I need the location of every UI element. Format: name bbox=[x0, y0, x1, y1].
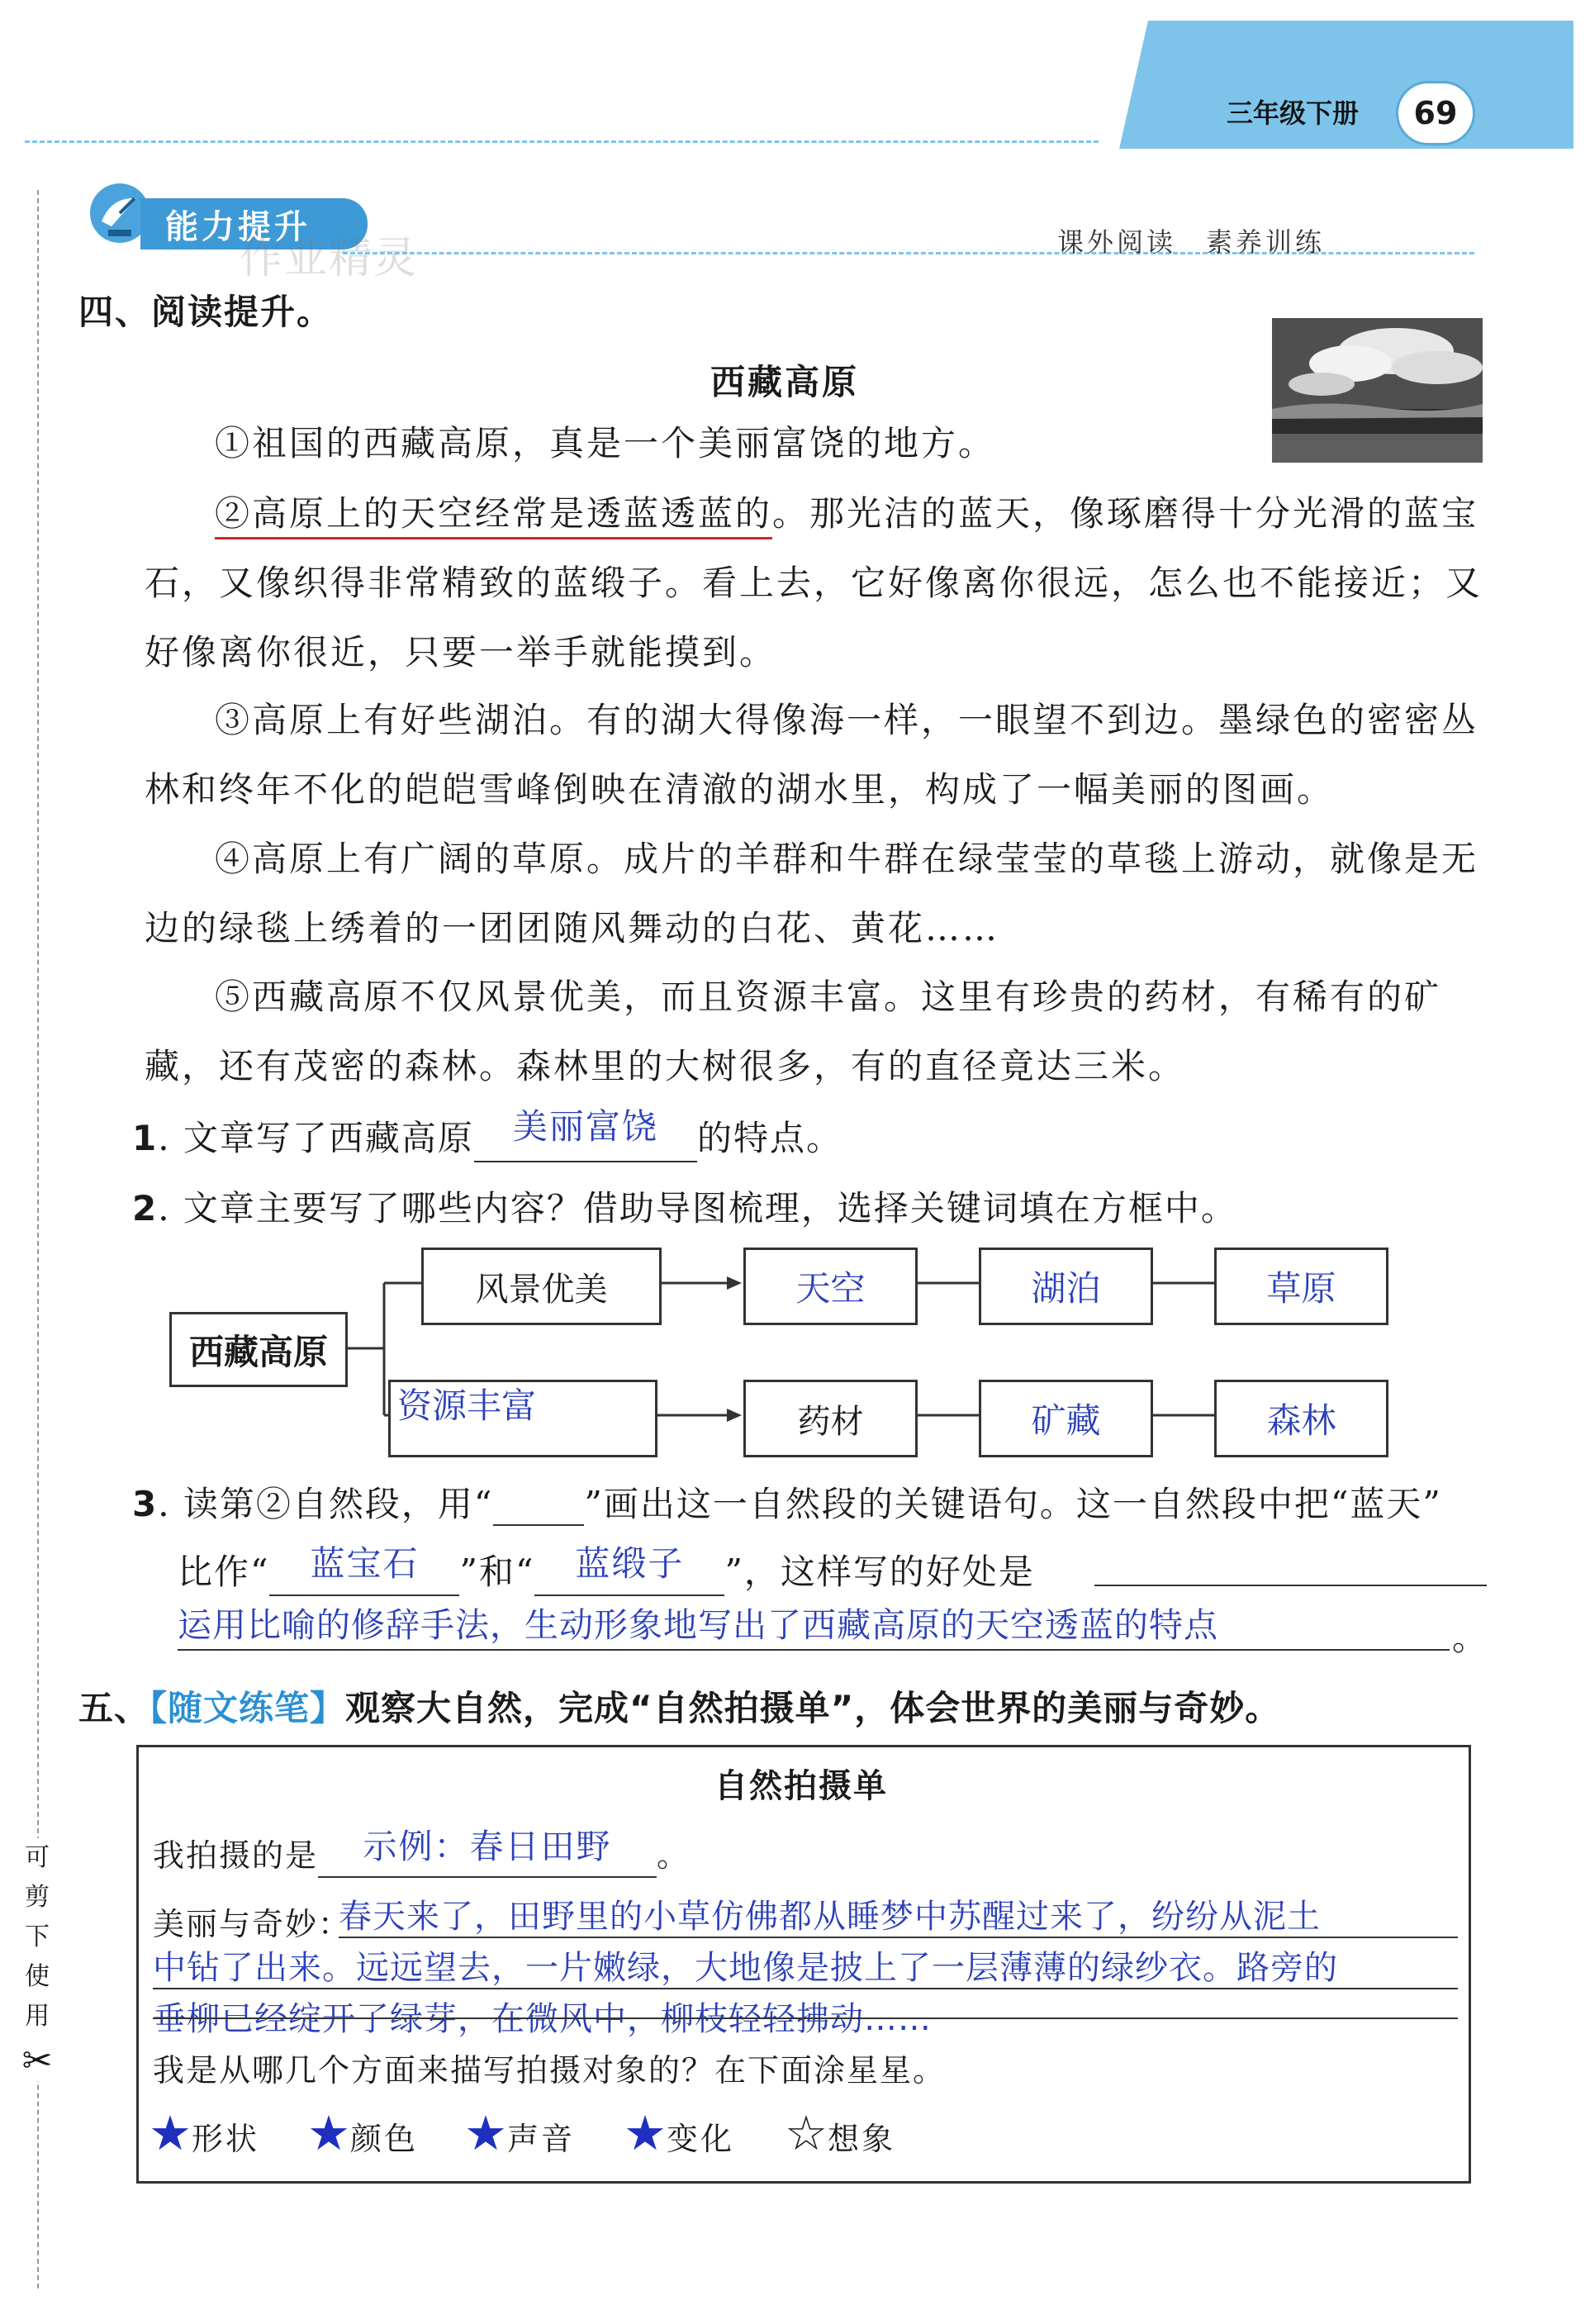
mind-map-minerals-box[interactable] bbox=[979, 1380, 1153, 1457]
mind-map-lake-answer: 湖泊 bbox=[1031, 1268, 1101, 1309]
question-1-suffix: 的特点。 bbox=[696, 1118, 842, 1158]
mind-map-herbs-box: 药材 bbox=[743, 1380, 918, 1457]
mind-map-minerals-answer: 矿藏 bbox=[1031, 1400, 1101, 1441]
mind-map-grassland-answer: 草原 bbox=[1266, 1268, 1336, 1309]
aspect-sound[interactable] bbox=[464, 2105, 575, 2161]
star-filled-icon: ★ bbox=[149, 2105, 192, 2161]
article-title: 西藏高原 bbox=[710, 362, 860, 402]
question-3-mark-blank bbox=[493, 1484, 584, 1526]
part4-heading: 四、阅读提升。 bbox=[78, 292, 334, 332]
mind-map-branch-scenery: 风景优美 bbox=[421, 1248, 662, 1325]
question-1-number: 1 bbox=[132, 1118, 159, 1158]
watermark: 作业精灵 bbox=[240, 234, 419, 283]
mind-map-forest-box[interactable] bbox=[1214, 1380, 1388, 1457]
question-3-compare-c: ”，这样写的好处是 bbox=[724, 1552, 1035, 1592]
part5-prefix: 五、 bbox=[78, 1688, 150, 1728]
question-3-compare-a: 比作“ bbox=[178, 1552, 270, 1592]
scissors-icon: ✂ bbox=[21, 2040, 53, 2082]
question-3-blank-1[interactable] bbox=[269, 1545, 459, 1596]
star-filled-icon: ★ bbox=[624, 2105, 667, 2161]
paragraph-2-key-sentence: ②高原上的天空经常是透蓝透蓝的 bbox=[215, 493, 772, 539]
aspect-color[interactable] bbox=[307, 2105, 418, 2161]
wonder-line-3-rule bbox=[153, 2017, 1458, 2019]
question-3-line-1 bbox=[132, 1477, 1442, 1527]
question-3-answer-1: 蓝宝石 bbox=[310, 1543, 420, 1584]
part5-heading-text: 观察大自然，完成“自然拍摄单”，体会世界的美丽与奇妙。 bbox=[345, 1688, 1281, 1728]
paragraph-5: ⑤西藏高原不仅风景优美，而且资源丰富。这里有珍贵的药材，有稀有的矿藏，还有茂密的森林。森林里的大树很多，有的直径竟达三米。 bbox=[145, 977, 1442, 1086]
question-3-line-2 bbox=[178, 1545, 1035, 1596]
wonder-label: 美丽与奇妙： bbox=[153, 1906, 352, 1942]
mind-map-forest-answer: 森林 bbox=[1266, 1400, 1336, 1441]
question-1-answer: 美丽富饶 bbox=[512, 1106, 658, 1147]
subject-blank[interactable] bbox=[318, 1827, 657, 1878]
wonder-text-2: 中钻了出来。远远望去，一片嫩绿，大地像是披上了一层薄薄的绿纱衣。路旁的 bbox=[153, 1949, 1338, 1987]
aspect-imagination[interactable] bbox=[785, 2105, 895, 2161]
wonder-line-2[interactable] bbox=[153, 1941, 1458, 1989]
part5-tag: 【随文练笔】 bbox=[150, 1688, 346, 1728]
aspects-question: 我是从哪几个方面来描写拍摄对象的？在下面涂星星。 bbox=[153, 2052, 947, 2089]
paragraph-3: ③高原上有好些湖泊。有的湖大得像海一样，一眼望不到边。墨绿色的密密丛林和终年不化的皑皑雪峰倒映在清澈的湖水里，构成了一幅美丽的图画。 bbox=[145, 700, 1479, 810]
subject-end: 。 bbox=[657, 1837, 691, 1874]
mind-map-branch-resources[interactable] bbox=[388, 1380, 657, 1457]
banner-title: 能力提升 bbox=[165, 207, 311, 246]
page-number: 69 bbox=[1413, 95, 1458, 131]
cut-note-char: 下 bbox=[25, 1922, 50, 1951]
question-3-answer-3: 运用比喻的修辞手法，生动形象地写出了西藏高原的天空透蓝的特点 bbox=[178, 1605, 1218, 1645]
subject-answer: 示例：春日田野 bbox=[363, 1827, 612, 1866]
mind-map-grassland-box[interactable] bbox=[1214, 1248, 1388, 1325]
mind-map-sky-box[interactable] bbox=[743, 1248, 918, 1325]
star-filled-icon: ★ bbox=[307, 2105, 350, 2161]
paragraph-2-rest: 。那光洁的蓝天，像琢磨得十分光滑的蓝宝石，又像织得非常精致的蓝缎子。看上去，它好像离你很远，怎么也不能接近；又好像离你很近，只要一举手就能摸到。 bbox=[145, 493, 1483, 672]
aspect-change-label: 变化 bbox=[667, 2121, 735, 2157]
star-filled-icon: ★ bbox=[464, 2105, 507, 2161]
mind-map-lake-box[interactable] bbox=[979, 1248, 1153, 1325]
paragraph-1: ①祖国的西藏高原，真是一个美丽富饶的地方。 bbox=[215, 423, 996, 463]
aspect-change[interactable] bbox=[624, 2105, 734, 2161]
question-3-end-mark: 。 bbox=[1452, 1618, 1488, 1658]
cut-note-char: 用 bbox=[25, 2002, 50, 2031]
cut-note bbox=[21, 1838, 54, 2081]
banner-subtitle: 课外阅读 素养训练 bbox=[1057, 226, 1326, 258]
aspect-shape[interactable] bbox=[149, 2105, 259, 2161]
paragraph-4: ④高原上有广阔的草原。成片的羊群和牛群在绿莹莹的草毯上游动，就像是无边的绿毯上绣着的一团团随风舞动的白花、黄花…… bbox=[145, 839, 1479, 948]
wonder-line-1[interactable] bbox=[339, 1890, 1458, 1938]
mind-map-sky-answer: 天空 bbox=[795, 1268, 866, 1309]
aspect-color-label: 颜色 bbox=[350, 2121, 419, 2157]
grade-label: 三年级下册 bbox=[1227, 97, 1360, 129]
aspect-sound-label: 声音 bbox=[507, 2121, 576, 2157]
question-3-compare-b: ”和“ bbox=[459, 1552, 535, 1592]
wonder-text-1: 春天来了，田野里的小草仿佛都从睡梦中苏醒过来了，纷纷从泥土 bbox=[339, 1898, 1321, 1936]
mind-map-root: 西藏高原 bbox=[169, 1312, 348, 1387]
aspect-shape-label: 形状 bbox=[192, 2121, 260, 2157]
question-2-text: . 文章主要写了哪些内容？借助导图梳理，选择关键词填在方框中。 bbox=[158, 1188, 1237, 1229]
subject-label: 我拍摄的是 bbox=[153, 1837, 319, 1874]
question-3-text-a: . 读第②自然段，用“ bbox=[158, 1484, 494, 1524]
subject-row bbox=[153, 1827, 690, 1878]
question-3-benefit-line-top bbox=[1094, 1585, 1487, 1586]
cut-note-char: 可 bbox=[25, 1843, 50, 1872]
star-outline-icon: ☆ bbox=[785, 2105, 828, 2161]
mind-map-branch-resources-answer: 资源丰富 bbox=[397, 1385, 537, 1426]
question-3-benefit-blank[interactable] bbox=[178, 1603, 1450, 1651]
wonder-text-3: 垂柳已经绽开了绿芽，在微风中，柳枝轻轻拂动…… bbox=[153, 2000, 932, 2038]
aspect-imagination-label: 想象 bbox=[828, 2121, 896, 2157]
wonder-line-3[interactable] bbox=[153, 1993, 1458, 2039]
question-1-prefix: . 文章写了西藏高原 bbox=[158, 1118, 474, 1158]
question-3-answer-2: 蓝缎子 bbox=[575, 1543, 685, 1584]
question-3-blank-2[interactable] bbox=[534, 1545, 724, 1596]
part5-heading bbox=[78, 1681, 1280, 1731]
question-2-number: 2 bbox=[132, 1188, 159, 1229]
cut-note-char: 使 bbox=[25, 1962, 50, 1991]
question-3-number: 3 bbox=[132, 1484, 159, 1524]
sheet-title: 自然拍摄单 bbox=[714, 1767, 888, 1805]
cut-note-char: 剪 bbox=[25, 1883, 50, 1912]
question-3-text-b: ”画出这一自然段的关键语句。这一自然段中把“蓝天” bbox=[584, 1484, 1442, 1524]
